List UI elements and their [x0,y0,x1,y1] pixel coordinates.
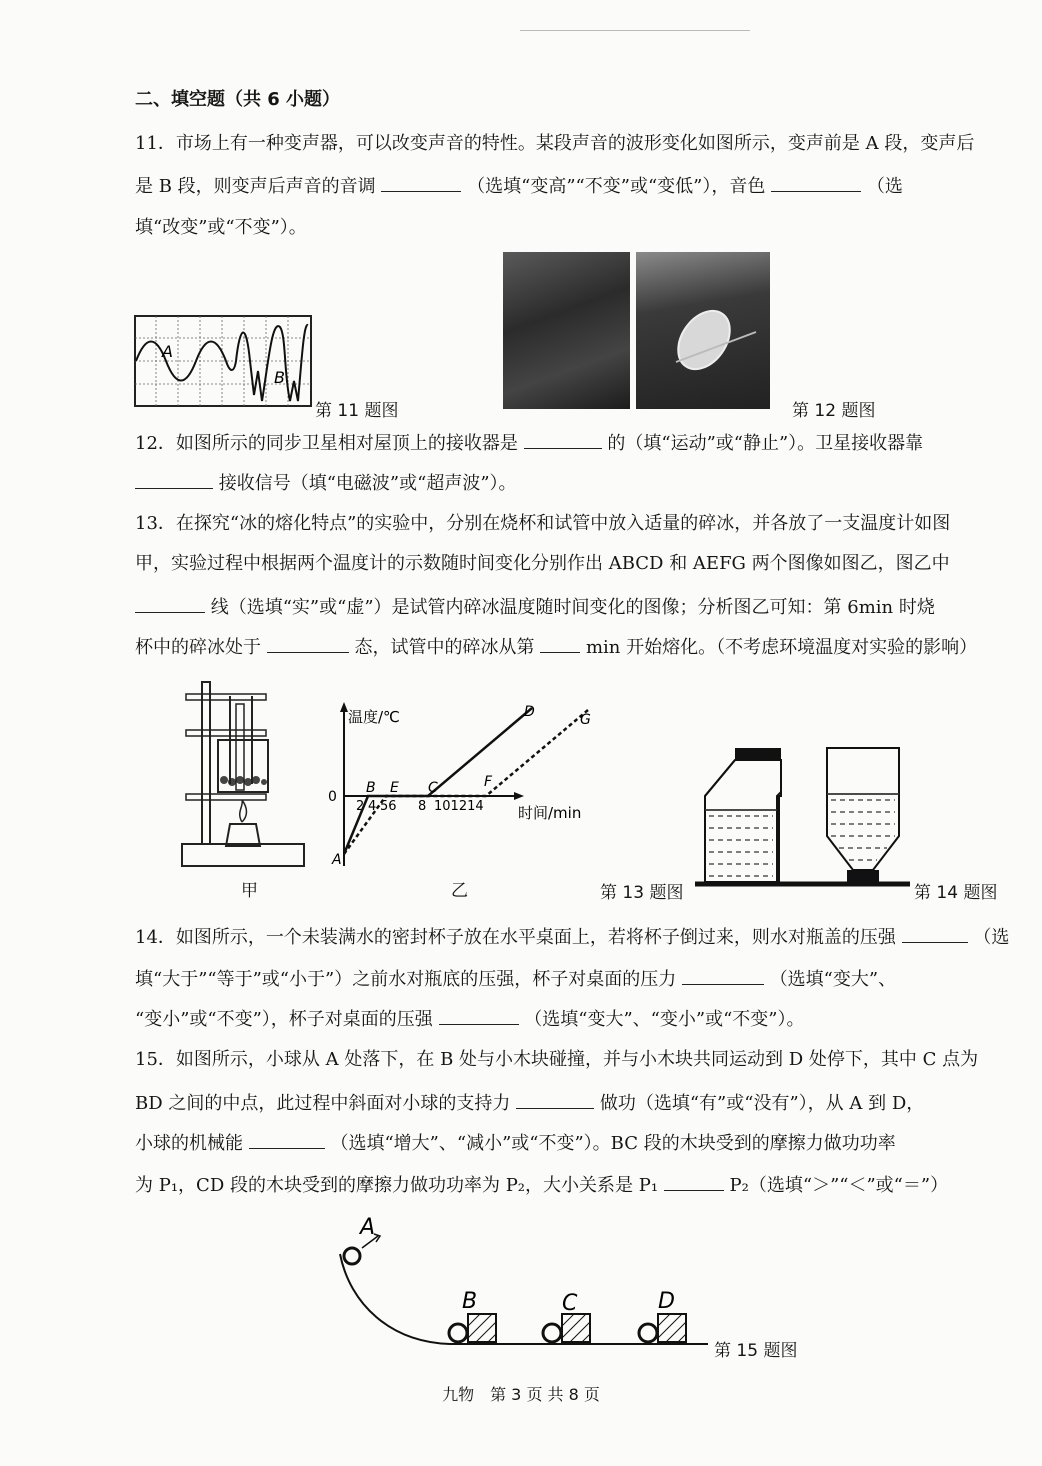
q14-text-f: （选填“变大”、“变小”或“不变”）。 [524,1009,805,1030]
q13-line2: 甲，实验过程中根据两个温度计的示数随时间变化分别作出 ABCD 和 AEFG 两个图像如图乙，图乙中 [135,553,950,574]
q12-line1 [135,430,1005,456]
q14-line2 [135,966,1005,992]
q13-apparatus-figure [178,676,308,876]
y-axis-arrow-icon [340,702,348,712]
q15-line2 [135,1090,1005,1116]
q15-text-f: P₂（选填“＞”“＜”或“＝”） [729,1175,949,1196]
label-c: C [562,1291,578,1316]
tick-56: 56 [380,799,397,814]
q12-text-b: 的（填“运动”或“静止”）。卫星接收器靠 [607,433,924,454]
q15-text-c: 小球的机械能 [135,1133,243,1154]
wave-b-path [226,325,308,401]
q15-text-a: BD 之间的中点，此过程中斜面对小球的支持力 [135,1093,511,1114]
tick-8: 8 [418,799,427,814]
ball-b-icon [449,1324,467,1342]
q13-blank-minute[interactable] [540,634,580,653]
tick-101214: 101214 [434,799,484,814]
q11-text-b: （选填“变高”“不变”或“变低”），音色 [467,176,766,197]
q13-fig-yi: 乙 [451,881,468,901]
point-d: D [524,704,535,720]
ball-d-icon [639,1324,657,1342]
ball-a-icon [344,1248,360,1264]
q12-blank-signal[interactable] [135,470,213,489]
q13-blank-line[interactable] [135,594,205,613]
q11-waveform-figure [134,315,314,409]
q14-caption: 第 14 题图 [914,883,998,903]
point-c: C [428,780,438,796]
q14-blank-force[interactable] [682,966,764,985]
q13-blank-state[interactable] [267,634,349,653]
q13-line4 [135,634,1005,660]
section-heading: 二、填空题（共 6 小题） [135,89,341,110]
q15-text-b: 做功（选填“有”或“没有”），从 A 到 D， [599,1093,925,1114]
q15-blank-energy[interactable] [249,1130,325,1149]
q13-line3 [135,594,1005,620]
q14-text-c: 填“大于”“等于”或“小于”）之前水对瓶底的压强，杯子对桌面的压力 [135,969,677,990]
page-footer: 九物 第 3 页 共 8 页 [442,1385,600,1404]
q11-text-a: 是 B 段，则变声后声音的音调 [135,176,376,197]
q14-blank-table-pressure[interactable] [439,1006,519,1025]
graph-xlabel: 时间/min [518,804,582,822]
label-a: A [360,1215,376,1240]
q13-graph-figure [322,698,597,873]
point-b: B [366,780,376,796]
q13-text-b: 杯中的碎冰处于 [135,637,261,658]
q14-text-a: 14．如图所示，一个未装满水的密封杯子放在水平桌面上，若将杯子倒过来，则水对瓶盖的压强 [135,927,896,948]
q13-text-a: 线（选填“实”或“虚”）是试管内碎冰温度随时间变化的图像；分析图乙可知：第 6min 时烧 [210,597,935,618]
q14-line1 [135,924,1010,950]
q15-blank-work[interactable] [516,1090,594,1109]
q14-text-e: “变小”或“不变”），杯子对桌面的压强 [135,1009,433,1030]
q12-text-c: 接收信号（填“电磁波”或“超声波”）。 [218,473,517,494]
inverted-cap [847,870,879,882]
point-f: F [484,774,493,790]
point-e: E [390,780,399,796]
point-g: G [580,712,591,728]
q11-caption: 第 11 题图 [315,401,399,421]
label-d: D [658,1289,675,1314]
q11-line3: 填“改变”或“不变”）。 [135,217,307,238]
q13-text-d: min 开始熔化。（不考虑环境温度对实验的影响） [585,637,978,658]
q12-blank-motion[interactable] [524,430,602,449]
q13-caption: 第 13 题图 [600,883,684,903]
q11-line2 [135,173,1005,199]
q12-caption: 第 12 题图 [792,401,876,421]
x-axis-arrow-icon [514,792,524,800]
q14-text-b: （选 [973,927,1010,948]
tick-2: 2 [356,799,365,814]
graph-ylabel: 温度/℃ [348,708,400,726]
ball-c-icon [543,1324,561,1342]
q14-cups-figure [695,740,910,890]
q12-line2 [135,470,1005,496]
q12-photo-right [636,252,770,409]
q13-text-c: 态，试管中的碎冰从第 [354,637,535,658]
q12-text-a: 12．如图所示的同步卫星相对屋顶上的接收器是 [135,433,518,454]
q15-line4 [135,1172,1005,1198]
q13-fig-jia: 甲 [241,881,258,901]
q15-blank-compare[interactable] [664,1172,724,1191]
q15-text-e: 为 P₁，CD 段的木块受到的摩擦力做功功率为 P₂，大小关系是 P₁ [135,1175,659,1196]
q15-ramp-figure [330,1214,710,1354]
wave-label-b: B [274,368,285,387]
q11-text-c: （选 [866,176,903,197]
graph-origin: 0 [328,789,337,805]
q11-blank-pitch[interactable] [381,173,461,192]
q15-caption: 第 15 题图 [714,1341,798,1361]
wave-label-a: A [162,342,173,361]
q14-text-d: （选填“变大”、 [769,969,897,990]
dashed-line-aefg [344,710,588,854]
satellite-dish-icon [636,252,770,409]
point-a: A [332,852,342,868]
tick-4: 4 [368,799,377,814]
q14-blank-pressure[interactable] [902,924,968,943]
q11-blank-timbre[interactable] [771,173,861,192]
label-b: B [462,1289,478,1314]
q15-line3 [135,1130,1005,1156]
upright-cap [735,748,781,760]
q15-text-d: （选填“增大”、“减小”或“不变”）。BC 段的木块受到的摩擦力做功功率 [330,1133,896,1154]
q12-photo-left [503,252,630,409]
q15-line1: 15．如图所示，小球从 A 处落下，在 B 处与小木块碰撞，并与小木块共同运动到 D 处停下，其中 C 点为 [135,1049,979,1070]
q13-line1: 13．在探究“冰的熔化特点”的实验中，分别在烧杯和试管中放入适量的碎冰，并各放了一支温度计如图 [135,513,951,534]
top-rule [520,30,750,31]
q11-line1: 11．市场上有一种变声器，可以改变声音的特性。某段声音的波形变化如图所示，变声前是 A 段，变声后 [135,133,975,154]
q14-line3 [135,1006,1005,1032]
